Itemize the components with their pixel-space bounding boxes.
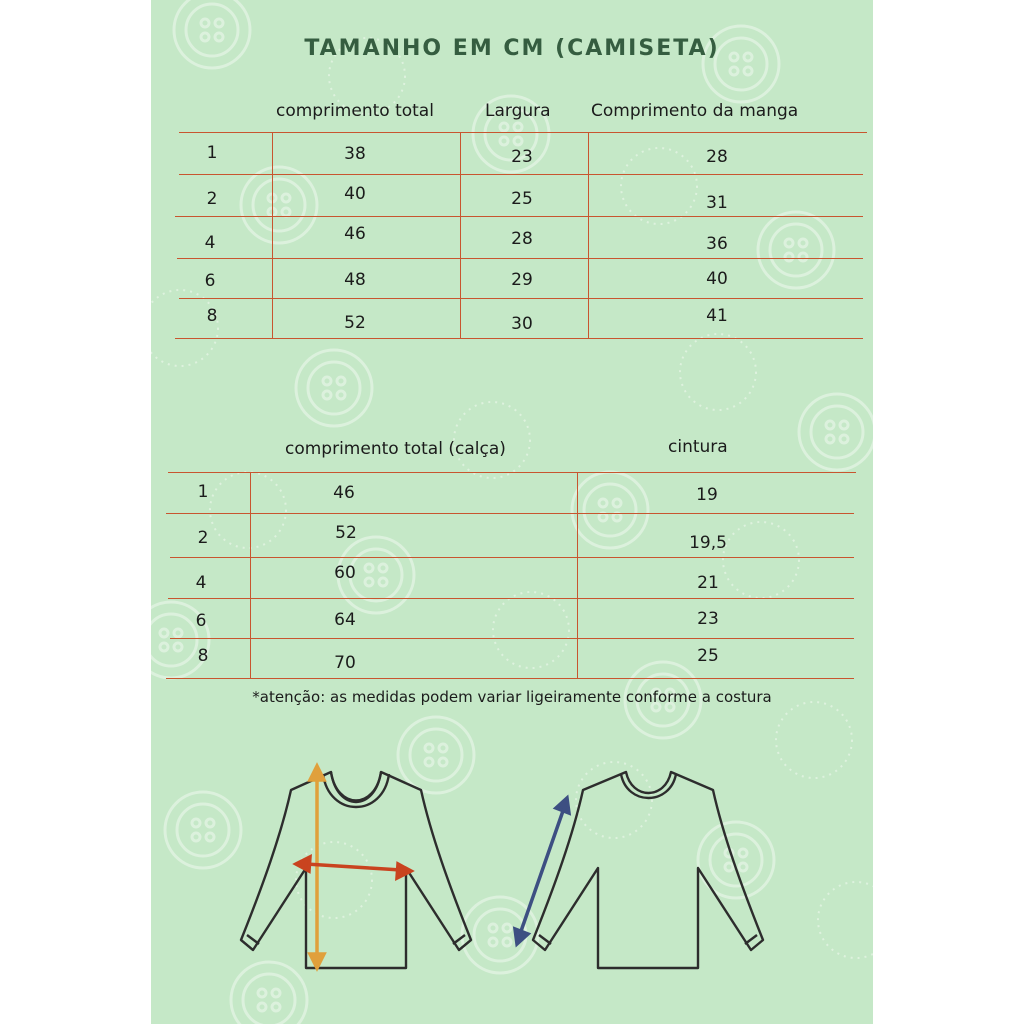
- waist-cell: 23: [697, 609, 719, 629]
- length-cell: 46: [333, 483, 355, 503]
- width-cell: 28: [511, 229, 533, 249]
- size-cell: 8: [206, 306, 218, 326]
- shirt-front-icon: [241, 772, 471, 968]
- length-cell: 70: [334, 653, 356, 673]
- length-cell: 38: [344, 144, 366, 164]
- waist-cell: 19: [696, 485, 718, 505]
- length-cell: 46: [344, 224, 366, 244]
- sleeve-cell: 41: [706, 306, 728, 326]
- sleeve-cell: 28: [706, 147, 728, 167]
- length-cell: 60: [334, 563, 356, 583]
- size-cell: 6: [204, 271, 216, 291]
- shirt-header-sleeve: Comprimento da manga: [591, 101, 799, 121]
- sewing-variation-note: *atenção: as medidas podem variar ligeiramente conforme a costura: [252, 688, 772, 706]
- waist-cell: 21: [697, 573, 719, 593]
- length-cell: 64: [334, 610, 356, 630]
- length-cell: 52: [344, 313, 366, 333]
- sleeve-cell: 40: [706, 269, 728, 289]
- width-cell: 25: [511, 189, 533, 209]
- length-cell: 52: [335, 523, 357, 543]
- garment-diagrams: [151, 0, 873, 1024]
- width-cell: 30: [511, 314, 533, 334]
- length-cell: 40: [344, 184, 366, 204]
- sleeve-cell: 31: [706, 193, 728, 213]
- length-cell: 48: [344, 270, 366, 290]
- sleeve-measure-arrow: [515, 798, 569, 944]
- size-cell: 4: [195, 573, 207, 593]
- size-cell: 2: [206, 189, 218, 209]
- waist-cell: 19,5: [689, 533, 727, 553]
- size-cell: 1: [206, 143, 218, 163]
- waist-cell: 25: [697, 646, 719, 666]
- pants-header-length: comprimento total (calça): [285, 439, 506, 459]
- length-measure-arrow: [310, 766, 324, 968]
- size-cell: 1: [197, 482, 209, 502]
- page-title: TAMANHO EM CM (CAMISETA): [304, 36, 720, 61]
- width-measure-arrow: [296, 857, 411, 878]
- width-cell: 29: [511, 270, 533, 290]
- sleeve-cell: 36: [706, 234, 728, 254]
- shirt-header-length: comprimento total: [276, 101, 434, 121]
- size-cell: 2: [197, 528, 209, 548]
- width-cell: 23: [511, 147, 533, 167]
- size-cell: 6: [195, 611, 207, 631]
- shirt-header-width: Largura: [485, 101, 551, 121]
- size-cell: 4: [204, 233, 216, 253]
- pants-header-waist: cintura: [668, 437, 728, 457]
- size-chart-page: [151, 0, 873, 1024]
- size-cell: 8: [197, 646, 209, 666]
